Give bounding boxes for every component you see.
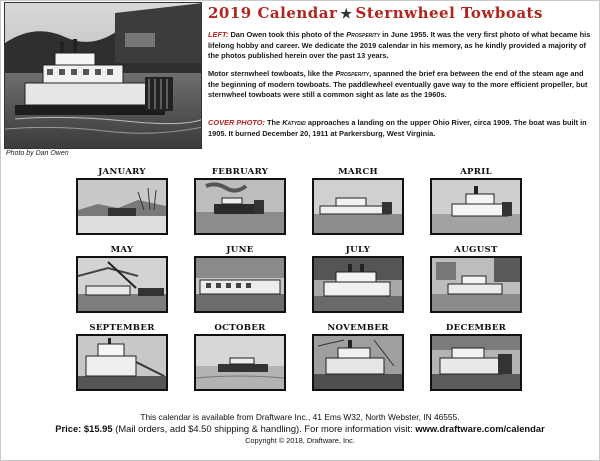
title-subject: Sternwheel Towboats <box>355 4 543 22</box>
price: Price: $15.95 <box>55 423 113 434</box>
month-label: APRIL <box>460 167 492 177</box>
intro-paragraph-history <box>208 69 594 101</box>
month-tile-november <box>312 322 404 391</box>
month-photo <box>430 334 522 391</box>
p3-text-a: The <box>264 118 283 127</box>
hero-photo-prosperity <box>4 2 202 149</box>
month-photo <box>76 334 168 391</box>
p3-text-b: approaches a landing on the upper Ohio River, circa 1909. The boat was built in 1905. It burned December 20, 1911 at Parkersburg, West Virginia. <box>208 118 587 138</box>
month-label: DECEMBER <box>445 323 507 333</box>
p1-boat-name: Prosperity <box>346 30 381 39</box>
p2-text-b: , spanned the brief era between the end of the steam age and the beginning of modern towboats. The paddlewheel eventually gave way to the more efficient propeller, but sternwheel towboats were still a common sight as late as the 1960s. <box>208 69 588 100</box>
month-photo <box>430 178 522 235</box>
title-year: 2019 Calendar <box>208 4 338 22</box>
p2-text-a: Motor sternwheel towboats, like the <box>208 69 336 78</box>
month-label: JULY <box>345 245 371 255</box>
month-tile-january <box>76 166 168 235</box>
month-tile-may <box>76 244 168 313</box>
month-label: SEPTEMBER <box>89 323 155 333</box>
month-label: JANUARY <box>98 167 146 177</box>
footer-availability: This calendar is available from Draftware Inc., 41 Ems W32, North Webster, IN 46555. <box>140 412 460 422</box>
p2-boat-name: Prosperity <box>335 69 370 78</box>
month-label: JUNE <box>226 245 254 255</box>
month-photo <box>312 256 404 313</box>
month-label: AUGUST <box>454 245 498 255</box>
month-photo <box>194 256 286 313</box>
month-label: MARCH <box>338 167 378 177</box>
page-title <box>208 4 596 26</box>
month-tile-july <box>312 244 404 313</box>
p1-text-a: Dan Owen took this photo of the <box>228 30 347 39</box>
month-tile-september <box>76 322 168 391</box>
star-icon: ★ <box>340 7 353 22</box>
month-photo <box>194 334 286 391</box>
month-photo <box>76 178 168 235</box>
month-tile-october <box>194 322 286 391</box>
month-tile-march <box>312 166 404 235</box>
website-link[interactable]: www.draftware.com/calendar <box>415 423 545 434</box>
intro-paragraph-left <box>208 30 594 62</box>
month-photo <box>76 256 168 313</box>
photo-credit: Photo by Dan Owen <box>6 150 69 157</box>
month-label: MAY <box>110 245 134 255</box>
month-photo <box>312 178 404 235</box>
copyright: Copyright © 2018, Draftware, Inc. <box>245 436 355 445</box>
month-tile-february <box>194 166 286 235</box>
intro-paragraph-cover <box>208 118 594 139</box>
month-label: FEBRUARY <box>211 167 269 177</box>
month-tile-december <box>430 322 522 391</box>
p3-boat-name: Katydid <box>282 118 306 127</box>
month-tile-june <box>194 244 286 313</box>
month-photo <box>194 178 286 235</box>
cover-lead: COVER PHOTO: <box>208 118 265 127</box>
month-photo <box>312 334 404 391</box>
footer-price-line <box>0 423 600 434</box>
month-label: NOVEMBER <box>327 323 389 333</box>
shipping-note: (Mail orders, add $4.50 shipping & handling). For more information visit: <box>112 423 416 434</box>
month-label: OCTOBER <box>214 323 266 333</box>
month-photo <box>430 256 522 313</box>
left-lead: LEFT: <box>208 30 229 39</box>
month-tile-august <box>430 244 522 313</box>
p1-text-b: in June 1955. It was the very first photo of what became his lifelong hobby and career. We dedicate the 2019 calendar in his memory, as he kindly provided a majority of the photos published herein over the past 13 years. <box>208 30 591 61</box>
month-tile-april <box>430 166 522 235</box>
